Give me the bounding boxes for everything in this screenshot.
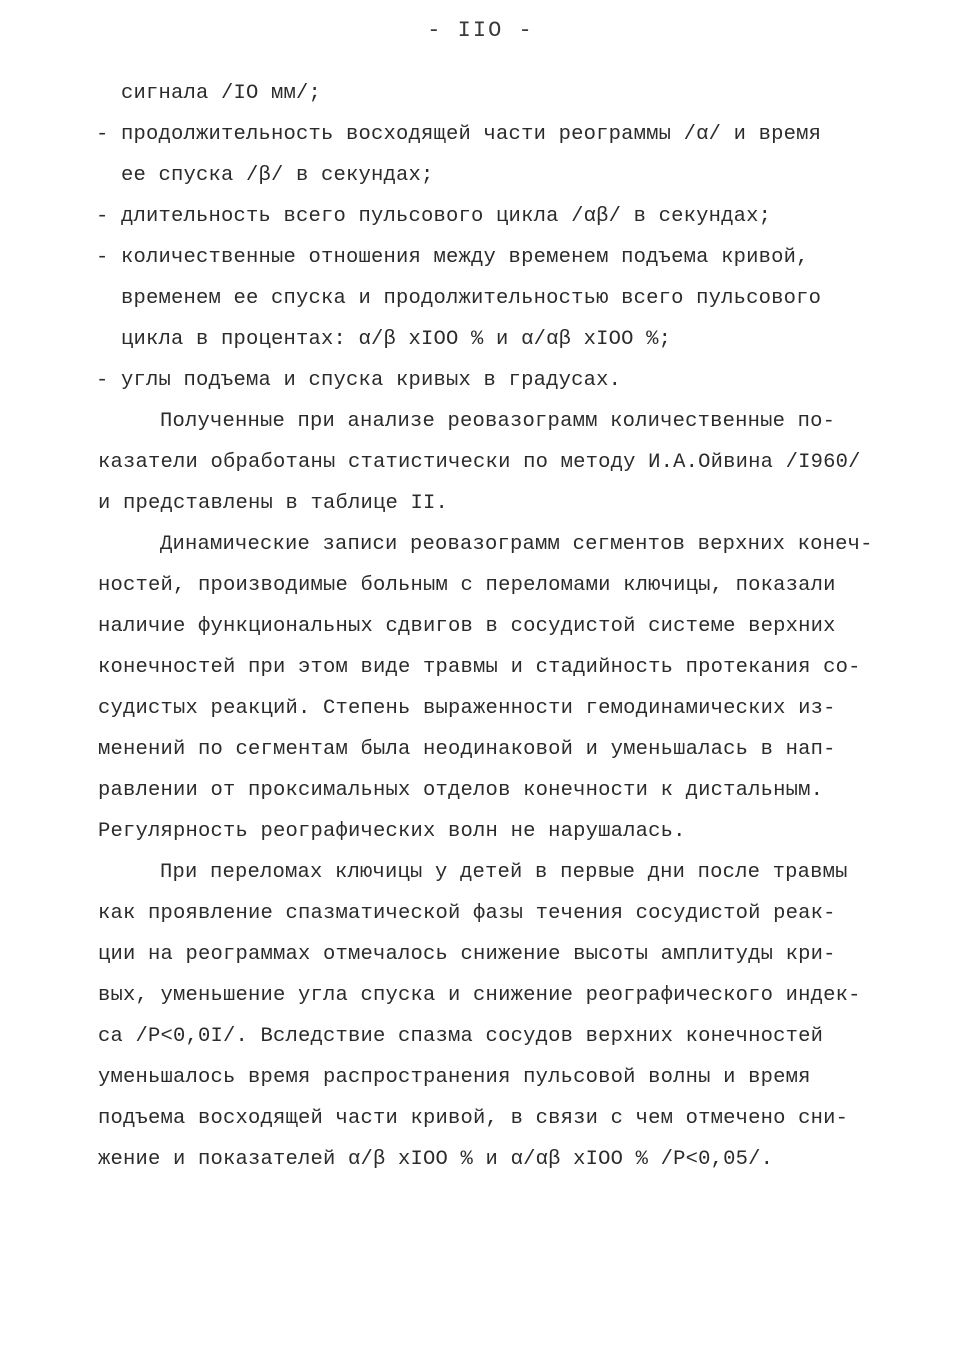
text-line: ее спуска /β/ в секундах; <box>121 164 434 187</box>
paragraph-line: как проявление спазматической фазы течения сосудистой реак- <box>98 902 836 925</box>
paragraph-line: наличие функциональных сдвигов в сосудистой системе верхних <box>98 615 836 638</box>
paragraph-line: жение и показателей α/β xIOO % и α/αβ xIOO % /P<0,05/. <box>98 1148 774 1171</box>
text-line: длительность всего пульсового цикла /αβ/ в секундах; <box>121 205 772 228</box>
paragraph-line: ностей, производимые больным с переломами ключицы, показали <box>98 574 836 597</box>
paragraph-line: менений по сегментам была неодинаковой и уменьшалась в нап- <box>98 738 836 761</box>
text-line: временем ее спуска и продолжительностью всего пульсового <box>121 287 822 310</box>
paragraph-line: Регулярность реографических волн не нарушалась. <box>98 820 686 843</box>
paragraph-line: При переломах ключицы у детей в первые дни после травмы <box>160 861 848 884</box>
text-line: сигнала /IO мм/; <box>121 82 322 105</box>
bullet-marker: - <box>96 123 109 146</box>
bullet-marker: - <box>96 369 109 392</box>
bullet-marker: - <box>96 205 109 228</box>
text-line: количественные отношения между временем подъема кривой, <box>121 246 809 269</box>
paragraph-line: подъема восходящей части кривой, в связи с чем отмечено сни- <box>98 1107 849 1130</box>
text-line: углы подъема и спуска кривых в градусах. <box>121 369 622 392</box>
text-line: цикла в процентах: α/β xIOO % и α/αβ xIOO %; <box>121 328 672 351</box>
page-number: - IIO - <box>427 18 534 43</box>
bullet-marker: - <box>96 246 109 269</box>
text-line: продолжительность восходящей части реограммы /α/ и время <box>121 123 822 146</box>
paragraph-line: казатели обработаны статистически по методу И.А.Ойвина /I960/ <box>98 451 861 474</box>
paragraph-line: са /P<0,0I/. Вследствие спазма сосудов верхних конечностей <box>98 1025 824 1048</box>
paragraph-line: вых, уменьшение угла спуска и снижение реографического индек- <box>98 984 861 1007</box>
paragraph-line: Полученные при анализе реовазограмм количественные по- <box>160 410 836 433</box>
paragraph-line: конечностей при этом виде травмы и стадийность протекания со- <box>98 656 861 679</box>
paragraph-line: ции на реограммах отмечалось снижение высоты амплитуды кри- <box>98 943 836 966</box>
paragraph-line: судистых реакций. Степень выраженности гемодинамических из- <box>98 697 836 720</box>
paragraph-line: и представлены в таблице II. <box>98 492 449 515</box>
paragraph-line: равлении от проксимальных отделов конечности к дистальным. <box>98 779 824 802</box>
paragraph-line: Динамические записи реовазограмм сегментов верхних конеч- <box>160 533 873 556</box>
paragraph-line: уменьшалось время распространения пульсовой волны и время <box>98 1066 811 1089</box>
